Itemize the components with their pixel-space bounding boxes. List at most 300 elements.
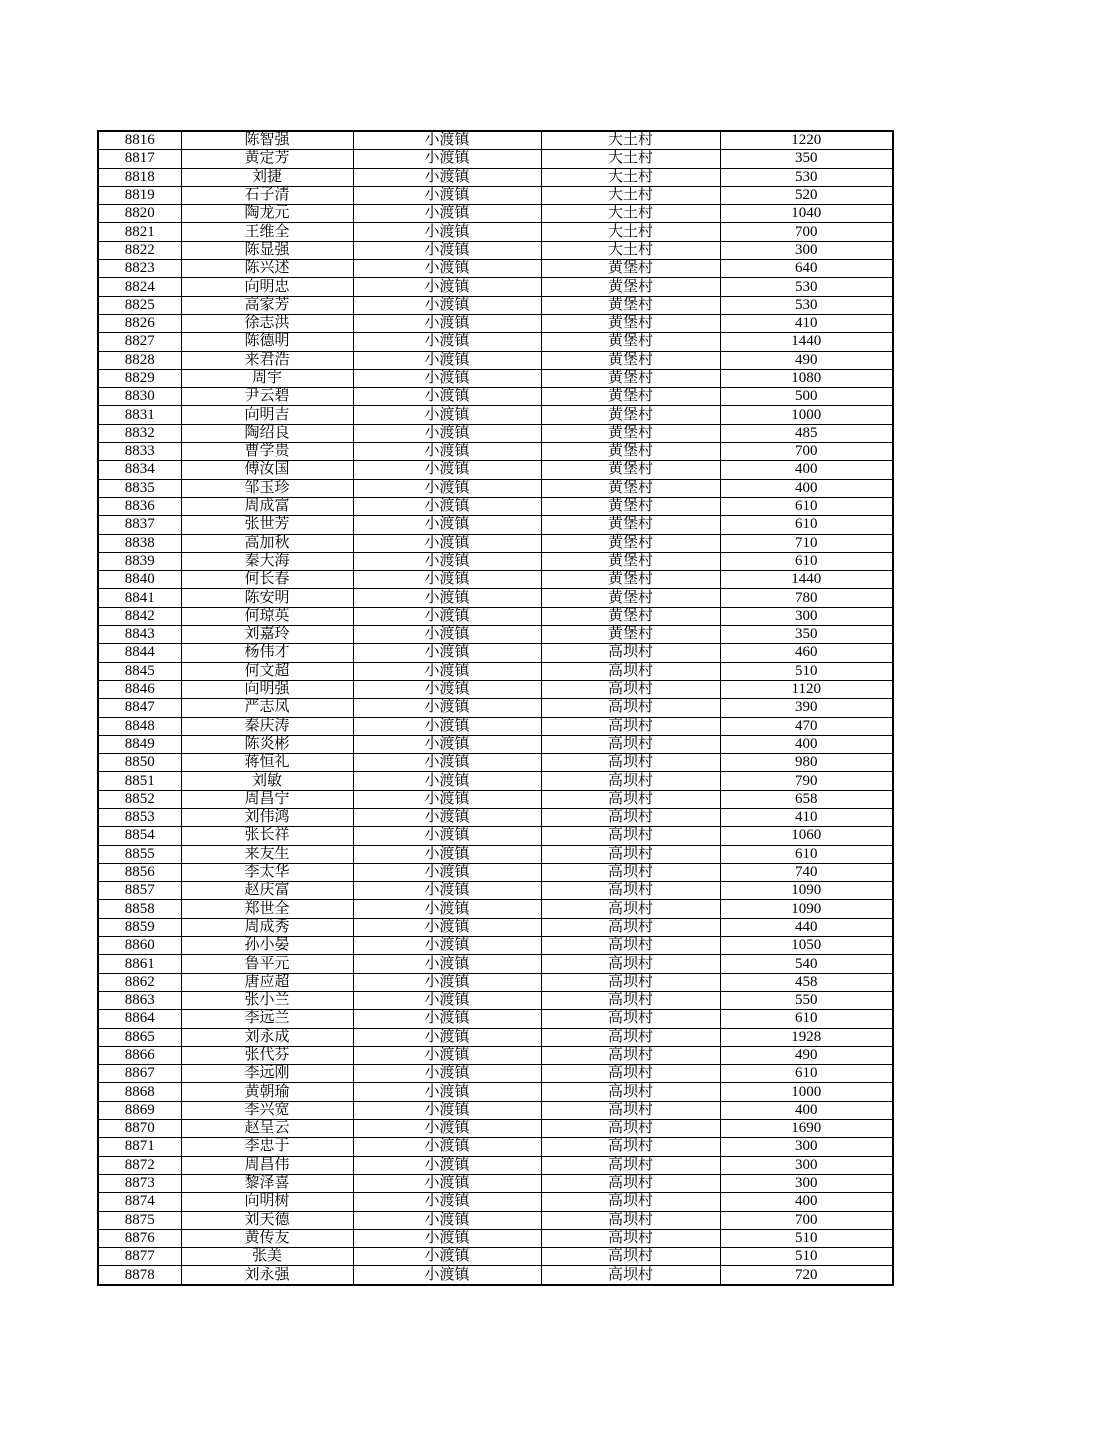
name-cell: 邹玉珍 [181,479,353,497]
town-cell: 小渡镇 [353,479,541,497]
town-cell: 小渡镇 [353,607,541,625]
name-cell: 周昌伟 [181,1156,353,1174]
row-id-cell: 8845 [98,662,181,680]
row-id-cell: 8840 [98,571,181,589]
town-cell: 小渡镇 [353,1229,541,1247]
amount-cell: 1060 [720,827,893,845]
amount-cell: 300 [720,1138,893,1156]
village-cell: 大土村 [541,205,720,223]
town-cell: 小渡镇 [353,754,541,772]
amount-cell: 410 [720,808,893,826]
row-id-cell: 8836 [98,497,181,515]
row-id-cell: 8832 [98,424,181,442]
table-row [98,351,893,369]
town-cell: 小渡镇 [353,790,541,808]
village-cell: 高坝村 [541,900,720,918]
table-row [98,845,893,863]
town-cell: 小渡镇 [353,900,541,918]
amount-cell: 530 [720,278,893,296]
name-cell: 孙小晏 [181,937,353,955]
amount-cell: 780 [720,589,893,607]
name-cell: 周成富 [181,497,353,515]
name-cell: 秦大海 [181,552,353,570]
table-row [98,205,893,223]
village-cell: 高坝村 [541,1174,720,1192]
amount-cell: 400 [720,479,893,497]
village-cell: 黄堡村 [541,516,720,534]
table-row [98,131,893,150]
name-cell: 王维全 [181,223,353,241]
table-row [98,168,893,186]
name-cell: 陶龙元 [181,205,353,223]
table-row [98,1138,893,1156]
town-cell: 小渡镇 [353,1156,541,1174]
row-id-cell: 8817 [98,150,181,168]
village-cell: 大土村 [541,241,720,259]
table-row [98,589,893,607]
amount-cell: 1000 [720,1083,893,1101]
amount-cell: 470 [720,717,893,735]
table-row [98,1266,893,1285]
amount-cell: 410 [720,314,893,332]
row-id-cell: 8869 [98,1101,181,1119]
name-cell: 刘伟鸿 [181,808,353,826]
town-cell: 小渡镇 [353,991,541,1009]
amount-cell: 720 [720,1266,893,1285]
row-id-cell: 8851 [98,772,181,790]
table-row [98,918,893,936]
table-row [98,314,893,332]
table-row [98,863,893,881]
table-row [98,790,893,808]
row-id-cell: 8831 [98,406,181,424]
table-row [98,241,893,259]
town-cell: 小渡镇 [353,735,541,753]
town-cell: 小渡镇 [353,717,541,735]
row-id-cell: 8858 [98,900,181,918]
row-id-cell: 8821 [98,223,181,241]
village-cell: 大土村 [541,131,720,150]
name-cell: 严志凤 [181,699,353,717]
amount-cell: 350 [720,150,893,168]
row-id-cell: 8816 [98,131,181,150]
row-id-cell: 8838 [98,534,181,552]
name-cell: 黄定芳 [181,150,353,168]
row-id-cell: 8846 [98,680,181,698]
town-cell: 小渡镇 [353,644,541,662]
town-cell: 小渡镇 [353,937,541,955]
row-id-cell: 8859 [98,918,181,936]
village-cell: 高坝村 [541,1266,720,1285]
town-cell: 小渡镇 [353,406,541,424]
village-cell: 高坝村 [541,1083,720,1101]
town-cell: 小渡镇 [353,680,541,698]
town-cell: 小渡镇 [353,168,541,186]
table-row [98,369,893,387]
village-cell: 黄堡村 [541,388,720,406]
town-cell: 小渡镇 [353,461,541,479]
village-cell: 大土村 [541,223,720,241]
table-row [98,296,893,314]
name-cell: 蒋恒礼 [181,754,353,772]
row-id-cell: 8844 [98,644,181,662]
village-cell: 黄堡村 [541,296,720,314]
village-cell: 高坝村 [541,644,720,662]
village-cell: 高坝村 [541,754,720,772]
row-id-cell: 8867 [98,1065,181,1083]
table-row [98,662,893,680]
name-cell: 陈显强 [181,241,353,259]
village-cell: 高坝村 [541,1101,720,1119]
village-cell: 大土村 [541,168,720,186]
table-row [98,1156,893,1174]
town-cell: 小渡镇 [353,1120,541,1138]
row-id-cell: 8841 [98,589,181,607]
amount-cell: 700 [720,1211,893,1229]
town-cell: 小渡镇 [353,1046,541,1064]
amount-cell: 610 [720,1010,893,1028]
village-cell: 高坝村 [541,1229,720,1247]
name-cell: 何琼英 [181,607,353,625]
town-cell: 小渡镇 [353,1174,541,1192]
amount-cell: 530 [720,168,893,186]
name-cell: 来友生 [181,845,353,863]
table-row [98,186,893,204]
name-cell: 陶绍良 [181,424,353,442]
name-cell: 刘敏 [181,772,353,790]
name-cell: 陈炎彬 [181,735,353,753]
town-cell: 小渡镇 [353,589,541,607]
village-cell: 黄堡村 [541,314,720,332]
amount-cell: 1440 [720,333,893,351]
name-cell: 李远刚 [181,1065,353,1083]
town-cell: 小渡镇 [353,1266,541,1285]
amount-cell: 550 [720,991,893,1009]
table-row [98,1193,893,1211]
town-cell: 小渡镇 [353,1101,541,1119]
name-cell: 张长祥 [181,827,353,845]
town-cell: 小渡镇 [353,662,541,680]
town-cell: 小渡镇 [353,388,541,406]
village-cell: 高坝村 [541,1193,720,1211]
name-cell: 陈智强 [181,131,353,150]
row-id-cell: 8849 [98,735,181,753]
amount-cell: 610 [720,497,893,515]
village-cell: 黄堡村 [541,552,720,570]
town-cell: 小渡镇 [353,918,541,936]
row-id-cell: 8856 [98,863,181,881]
amount-cell: 500 [720,388,893,406]
town-cell: 小渡镇 [353,973,541,991]
table-row [98,1174,893,1192]
amount-cell: 300 [720,241,893,259]
town-cell: 小渡镇 [353,223,541,241]
row-id-cell: 8866 [98,1046,181,1064]
amount-cell: 510 [720,662,893,680]
town-cell: 小渡镇 [353,845,541,863]
table-row [98,991,893,1009]
table-row [98,443,893,461]
village-cell: 大土村 [541,186,720,204]
table-row [98,680,893,698]
row-id-cell: 8850 [98,754,181,772]
row-id-cell: 8842 [98,607,181,625]
village-cell: 黄堡村 [541,534,720,552]
town-cell: 小渡镇 [353,424,541,442]
table-row [98,1120,893,1138]
row-id-cell: 8868 [98,1083,181,1101]
amount-cell: 1000 [720,406,893,424]
town-cell: 小渡镇 [353,552,541,570]
table-row [98,406,893,424]
village-cell: 黄堡村 [541,443,720,461]
row-id-cell: 8860 [98,937,181,955]
town-cell: 小渡镇 [353,571,541,589]
town-cell: 小渡镇 [353,260,541,278]
amount-cell: 700 [720,223,893,241]
name-cell: 张小兰 [181,991,353,1009]
table-row [98,1010,893,1028]
village-cell: 黄堡村 [541,461,720,479]
amount-cell: 1928 [720,1028,893,1046]
name-cell: 曹学贵 [181,443,353,461]
town-cell: 小渡镇 [353,534,541,552]
name-cell: 周昌宁 [181,790,353,808]
amount-cell: 1120 [720,680,893,698]
amount-cell: 390 [720,699,893,717]
town-cell: 小渡镇 [353,443,541,461]
village-cell: 高坝村 [541,845,720,863]
village-cell: 黄堡村 [541,497,720,515]
name-cell: 刘天德 [181,1211,353,1229]
village-cell: 高坝村 [541,937,720,955]
table-row [98,497,893,515]
name-cell: 李远兰 [181,1010,353,1028]
name-cell: 徐志洪 [181,314,353,332]
table-body [98,131,893,1285]
town-cell: 小渡镇 [353,1248,541,1266]
row-id-cell: 8826 [98,314,181,332]
village-cell: 高坝村 [541,1046,720,1064]
amount-cell: 510 [720,1248,893,1266]
village-cell: 黄堡村 [541,406,720,424]
name-cell: 尹云碧 [181,388,353,406]
table-row [98,735,893,753]
name-cell: 陈兴述 [181,260,353,278]
village-cell: 大土村 [541,150,720,168]
row-id-cell: 8822 [98,241,181,259]
village-cell: 黄堡村 [541,260,720,278]
amount-cell: 400 [720,735,893,753]
village-cell: 黄堡村 [541,479,720,497]
table-row [98,1229,893,1247]
name-cell: 黄朝瑜 [181,1083,353,1101]
town-cell: 小渡镇 [353,296,541,314]
name-cell: 刘嘉玲 [181,626,353,644]
row-id-cell: 8864 [98,1010,181,1028]
amount-cell: 485 [720,424,893,442]
amount-cell: 1050 [720,937,893,955]
town-cell: 小渡镇 [353,808,541,826]
table-row [98,150,893,168]
table-row [98,827,893,845]
row-id-cell: 8837 [98,516,181,534]
data-table [97,130,894,1286]
row-id-cell: 8825 [98,296,181,314]
name-cell: 刘永成 [181,1028,353,1046]
town-cell: 小渡镇 [353,333,541,351]
village-cell: 黄堡村 [541,589,720,607]
name-cell: 唐应超 [181,973,353,991]
amount-cell: 610 [720,1065,893,1083]
village-cell: 高坝村 [541,717,720,735]
amount-cell: 610 [720,552,893,570]
village-cell: 黄堡村 [541,424,720,442]
row-id-cell: 8834 [98,461,181,479]
row-id-cell: 8877 [98,1248,181,1266]
town-cell: 小渡镇 [353,882,541,900]
name-cell: 陈德明 [181,333,353,351]
amount-cell: 458 [720,973,893,991]
row-id-cell: 8862 [98,973,181,991]
amount-cell: 1440 [720,571,893,589]
amount-cell: 740 [720,863,893,881]
name-cell: 周宇 [181,369,353,387]
row-id-cell: 8839 [98,552,181,570]
town-cell: 小渡镇 [353,863,541,881]
table-row [98,955,893,973]
town-cell: 小渡镇 [353,497,541,515]
village-cell: 高坝村 [541,1028,720,1046]
table-row [98,1046,893,1064]
name-cell: 郑世全 [181,900,353,918]
name-cell: 秦庆涛 [181,717,353,735]
town-cell: 小渡镇 [353,131,541,150]
table-row [98,900,893,918]
name-cell: 黎泽喜 [181,1174,353,1192]
village-cell: 高坝村 [541,991,720,1009]
row-id-cell: 8853 [98,808,181,826]
amount-cell: 530 [720,296,893,314]
table-row [98,607,893,625]
row-id-cell: 8827 [98,333,181,351]
amount-cell: 400 [720,1101,893,1119]
town-cell: 小渡镇 [353,955,541,973]
village-cell: 高坝村 [541,955,720,973]
table-row [98,1028,893,1046]
row-id-cell: 8871 [98,1138,181,1156]
village-cell: 高坝村 [541,1248,720,1266]
village-cell: 高坝村 [541,1010,720,1028]
town-cell: 小渡镇 [353,1065,541,1083]
town-cell: 小渡镇 [353,1211,541,1229]
row-id-cell: 8819 [98,186,181,204]
village-cell: 高坝村 [541,863,720,881]
table-row [98,534,893,552]
table-row [98,1083,893,1101]
name-cell: 高加秋 [181,534,353,552]
name-cell: 向明树 [181,1193,353,1211]
table-row [98,808,893,826]
row-id-cell: 8820 [98,205,181,223]
amount-cell: 460 [720,644,893,662]
town-cell: 小渡镇 [353,516,541,534]
name-cell: 石子清 [181,186,353,204]
name-cell: 李太华 [181,863,353,881]
amount-cell: 510 [720,1229,893,1247]
row-id-cell: 8852 [98,790,181,808]
name-cell: 张世芳 [181,516,353,534]
village-cell: 黄堡村 [541,333,720,351]
row-id-cell: 8870 [98,1120,181,1138]
town-cell: 小渡镇 [353,278,541,296]
table-row [98,937,893,955]
row-id-cell: 8823 [98,260,181,278]
row-id-cell: 8854 [98,827,181,845]
row-id-cell: 8848 [98,717,181,735]
village-cell: 黄堡村 [541,571,720,589]
row-id-cell: 8876 [98,1229,181,1247]
name-cell: 黄传友 [181,1229,353,1247]
name-cell: 赵庆富 [181,882,353,900]
name-cell: 何文超 [181,662,353,680]
village-cell: 黄堡村 [541,607,720,625]
village-cell: 高坝村 [541,973,720,991]
table-row [98,1248,893,1266]
row-id-cell: 8847 [98,699,181,717]
row-id-cell: 8855 [98,845,181,863]
amount-cell: 300 [720,1174,893,1192]
amount-cell: 610 [720,845,893,863]
row-id-cell: 8865 [98,1028,181,1046]
amount-cell: 700 [720,443,893,461]
amount-cell: 300 [720,607,893,625]
row-id-cell: 8878 [98,1266,181,1285]
amount-cell: 400 [720,1193,893,1211]
row-id-cell: 8833 [98,443,181,461]
town-cell: 小渡镇 [353,827,541,845]
village-cell: 高坝村 [541,1138,720,1156]
town-cell: 小渡镇 [353,1193,541,1211]
town-cell: 小渡镇 [353,186,541,204]
table-row [98,626,893,644]
town-cell: 小渡镇 [353,369,541,387]
village-cell: 高坝村 [541,1156,720,1174]
amount-cell: 710 [720,534,893,552]
table-row [98,973,893,991]
amount-cell: 350 [720,626,893,644]
table-row [98,278,893,296]
name-cell: 李兴宽 [181,1101,353,1119]
amount-cell: 790 [720,772,893,790]
table-row [98,699,893,717]
village-cell: 黄堡村 [541,278,720,296]
row-id-cell: 8872 [98,1156,181,1174]
table-row [98,1211,893,1229]
village-cell: 高坝村 [541,1211,720,1229]
village-cell: 黄堡村 [541,369,720,387]
table-row [98,461,893,479]
row-id-cell: 8861 [98,955,181,973]
amount-cell: 400 [720,461,893,479]
table-row [98,571,893,589]
name-cell: 陈安明 [181,589,353,607]
name-cell: 刘永强 [181,1266,353,1285]
town-cell: 小渡镇 [353,351,541,369]
amount-cell: 1690 [720,1120,893,1138]
town-cell: 小渡镇 [353,1028,541,1046]
village-cell: 高坝村 [541,790,720,808]
